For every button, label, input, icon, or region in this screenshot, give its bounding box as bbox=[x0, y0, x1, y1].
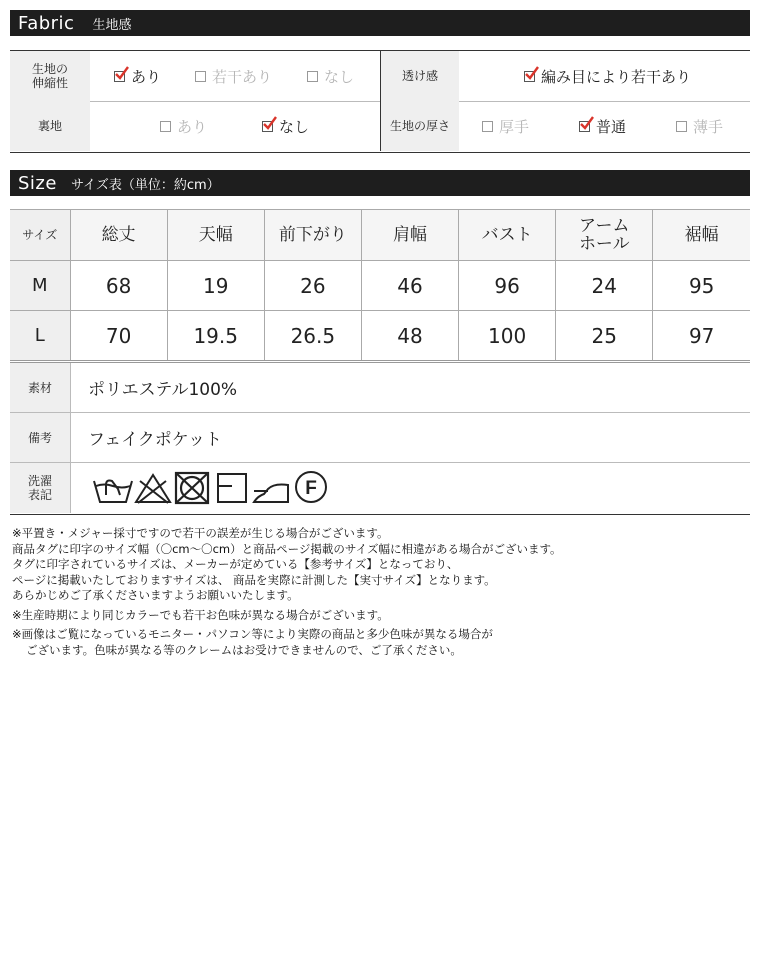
checkmark-icon bbox=[263, 116, 277, 130]
remarks-label: 備考 bbox=[10, 413, 71, 462]
fabric-table bbox=[10, 50, 750, 153]
no-bleach-icon bbox=[136, 475, 170, 503]
checkmark-icon bbox=[580, 116, 594, 130]
no-tumble-dry-icon bbox=[176, 473, 208, 503]
note-line: 商品タグに印字のサイズ幅（〇cm〜〇cm）と商品ページ掲載のサイズ幅に相違がある場合がございます。 bbox=[12, 541, 562, 556]
size-cell: 26 bbox=[264, 261, 361, 311]
size-cell: 19 bbox=[167, 261, 264, 311]
note-line: タグに印字されているサイズは、メーカーが定めている【参考サイズ】となっており、 bbox=[12, 557, 459, 571]
size-cell: 19.5 bbox=[167, 311, 264, 361]
washing-label: 洗濯 表記 bbox=[10, 463, 71, 513]
stretch-option-slight: 若干あり bbox=[195, 51, 272, 101]
svg-text:F: F bbox=[305, 478, 317, 499]
size-col-header: アーム ホール bbox=[556, 210, 653, 261]
checkbox-icon bbox=[262, 121, 273, 132]
size-col-header: 肩幅 bbox=[361, 210, 458, 261]
material-label: 素材 bbox=[10, 363, 71, 412]
fabric-title: Fabric bbox=[18, 12, 75, 34]
note-line: ※生産時期により同じカラーでも若干お色味が異なる場合がございます。 bbox=[12, 607, 389, 622]
fabric-row-2 bbox=[10, 101, 750, 151]
size-col-header: 総丈 bbox=[70, 210, 167, 261]
checkmark-icon bbox=[115, 66, 129, 80]
checkbox-icon bbox=[524, 71, 535, 82]
size-header-corner: サイズ bbox=[10, 210, 70, 261]
size-cell: 48 bbox=[361, 311, 458, 361]
thickness-label: 生地の厚さ bbox=[381, 101, 459, 151]
thickness-option-thick: 厚手 bbox=[482, 101, 529, 151]
thickness-option-normal: 普通 bbox=[579, 101, 626, 151]
care-symbols bbox=[92, 469, 342, 507]
size-cell: 70 bbox=[70, 311, 167, 361]
stretch-option-none: なし bbox=[307, 51, 354, 101]
checkbox-icon bbox=[307, 71, 318, 82]
note-line: ございます。色味が異なる等のクレームはお受けできませんので、ご了承ください。 bbox=[26, 642, 462, 657]
note-line: ※画像はご覧になっているモニター・パソコン等により実際の商品と多少色味が異なる場合が bbox=[12, 627, 493, 641]
lining-label: 裏地 bbox=[10, 101, 90, 151]
thickness-option-thin: 薄手 bbox=[676, 101, 723, 151]
stretch-option-yes: あり bbox=[114, 51, 161, 101]
size-cell: 95 bbox=[653, 261, 750, 311]
table-row bbox=[10, 261, 750, 311]
size-cell: 46 bbox=[361, 261, 458, 311]
checkbox-icon bbox=[195, 71, 206, 82]
checkbox-icon bbox=[160, 121, 171, 132]
material-table bbox=[10, 360, 750, 515]
remarks-row bbox=[10, 413, 750, 463]
size-cell: 26.5 bbox=[264, 311, 361, 361]
material-row bbox=[10, 363, 750, 413]
lining-option-no: なし bbox=[262, 101, 309, 151]
checkbox-icon bbox=[482, 121, 493, 132]
stretch-label: 生地の 伸縮性 bbox=[10, 51, 90, 101]
material-value: ポリエステル100% bbox=[88, 380, 238, 400]
hand-wash-40-icon bbox=[94, 481, 132, 503]
size-cell: 97 bbox=[653, 311, 750, 361]
size-col-header: 裾幅 bbox=[653, 210, 750, 261]
size-table-header bbox=[10, 210, 750, 261]
size-cell: 96 bbox=[459, 261, 556, 311]
fabric-row-1 bbox=[10, 51, 750, 102]
size-row-label: L bbox=[10, 311, 70, 361]
fabric-subtitle: 生地感 bbox=[92, 17, 132, 33]
dry-flat-icon bbox=[218, 474, 246, 502]
checkbox-icon bbox=[114, 71, 125, 82]
size-cell: 100 bbox=[459, 311, 556, 361]
washing-row bbox=[10, 463, 750, 513]
size-title: Size bbox=[18, 172, 57, 194]
dry-clean-f-icon bbox=[296, 472, 326, 502]
size-cell: 25 bbox=[556, 311, 653, 361]
size-cell: 24 bbox=[556, 261, 653, 311]
iron-low-icon bbox=[254, 485, 288, 503]
note-line: ※平置き・メジャー採寸ですので若干の誤差が生じる場合がございます。 bbox=[12, 526, 389, 540]
checkbox-icon bbox=[579, 121, 590, 132]
fabric-section-header bbox=[10, 10, 750, 36]
sheer-option: 編み目により若干あり bbox=[524, 51, 691, 101]
note-line: ページに掲載いたしておりますサイズは、 商品を実際に計測した【実寸サイズ】となります。 bbox=[12, 572, 496, 587]
size-row-label: M bbox=[10, 261, 70, 311]
size-cell: 68 bbox=[70, 261, 167, 311]
size-subtitle: サイズ表（単位：約cm） bbox=[70, 177, 220, 193]
remarks-value: フェイクポケット bbox=[88, 430, 222, 450]
size-section-header bbox=[10, 170, 750, 196]
size-table bbox=[10, 209, 750, 361]
sheer-label: 透け感 bbox=[381, 51, 459, 101]
lining-option-yes: あり bbox=[160, 101, 207, 151]
table-row bbox=[10, 311, 750, 361]
checkbox-icon bbox=[676, 121, 687, 132]
checkmark-icon bbox=[525, 66, 539, 80]
note-line: あらかじめご了承くださいますようお願いいたします。 bbox=[12, 588, 299, 602]
size-col-header: バスト bbox=[459, 210, 556, 261]
size-col-header: 天幅 bbox=[167, 210, 264, 261]
size-col-header: 前下がり bbox=[264, 210, 361, 261]
notes bbox=[12, 526, 752, 658]
